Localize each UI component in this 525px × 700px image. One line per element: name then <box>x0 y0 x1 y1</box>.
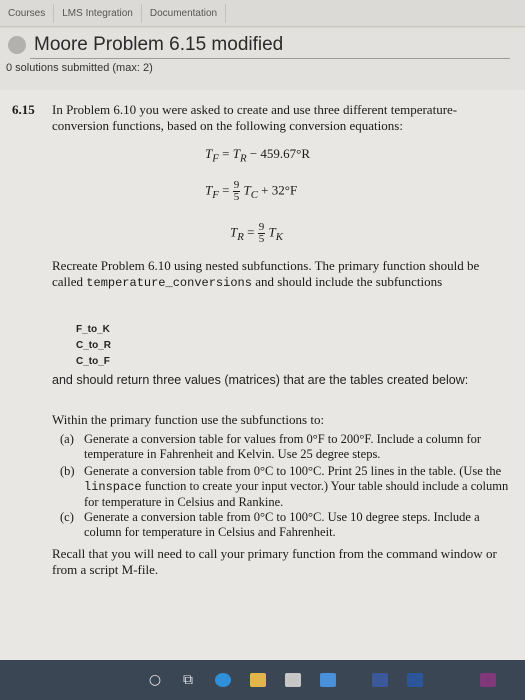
task-label-b: (b) <box>60 464 75 478</box>
eq2-rhs-sub: C <box>250 189 258 202</box>
mail-icon[interactable] <box>318 670 338 690</box>
equation-1: $T_F = T_R - 459.67^\circ R$ <box>205 146 311 165</box>
problem-number: 6.15 <box>12 102 35 117</box>
eq3-lhs-sub: R <box>237 231 244 244</box>
eq3-lhs: T <box>230 224 238 240</box>
eq3-fraction <box>258 222 266 245</box>
eq1-tail: − 459.67°R <box>249 146 311 161</box>
task-text-b-b: function to create your input vector.) Your table should include a column for temperature in Celsius and Rankine. <box>84 479 509 509</box>
eq2-lhs: T <box>205 182 213 198</box>
task-item-c <box>60 510 510 540</box>
task-item-a <box>60 432 510 462</box>
eq2-rhs: T <box>243 182 251 198</box>
store-icon[interactable] <box>283 670 303 690</box>
task-text-b <box>84 464 510 510</box>
title-divider <box>30 58 510 59</box>
subfunction-f-to-k: F_to_K <box>76 324 110 335</box>
eq2-fraction <box>233 180 241 203</box>
subfunction-c-to-f: C_to_F <box>76 356 110 367</box>
eq3-denominator: 5 <box>258 233 265 245</box>
page-title: Moore Problem 6.15 modified <box>34 34 284 55</box>
eq1-lhs: T <box>205 146 213 161</box>
return-paragraph: and should return three values (matrices) that are the tables created below: <box>52 373 469 387</box>
subfunction-c-to-r: C_to_R <box>76 340 112 351</box>
eq3-rhs: T <box>268 224 276 240</box>
eq2-denominator: 5 <box>233 191 240 203</box>
word-icon[interactable] <box>405 670 425 690</box>
recreate-paragraph <box>52 258 512 291</box>
task-view-icon[interactable]: ⧉ <box>183 672 193 688</box>
search-circle-icon[interactable]: ○ <box>148 672 162 688</box>
recall-paragraph: Recall that you will need to call your primary function from the command window or from a script M-file. <box>52 546 497 577</box>
recreate-text-a: Recreate Problem 6.10 using nested subfunctions. The primary function should be called <box>52 258 480 289</box>
equation-3: $T_R$ = $\frac{9}{5}$ $T_K$ <box>230 221 283 245</box>
onenote-icon[interactable] <box>478 670 498 690</box>
primary-function-name: temperature_conversions <box>86 276 252 290</box>
facebook-icon[interactable] <box>370 670 390 690</box>
edge-icon[interactable] <box>213 670 233 690</box>
task-label-a: (a) <box>60 432 74 446</box>
top-nav <box>0 0 525 27</box>
task-item-b <box>60 464 510 510</box>
eq2-tail: + 32°F <box>261 182 298 198</box>
within-paragraph: Within the primary function use the subfunctions to: <box>52 412 325 427</box>
task-text-b-a: Generate a conversion table from 0°C to 100°C. Print 25 lines in the table. (Use the <box>84 464 502 478</box>
linspace-code: linspace <box>84 480 142 494</box>
eq1-rhs-sub: R <box>239 152 247 165</box>
eq1-rhs: T <box>232 146 240 161</box>
problem-content <box>0 90 525 660</box>
eq1-lhs-sub: F <box>212 152 219 165</box>
problem-header <box>0 28 525 90</box>
recreate-text-b: and should include the subfunctions <box>255 274 443 289</box>
eq3-numerator: 9 <box>258 221 265 233</box>
file-explorer-icon[interactable] <box>248 670 268 690</box>
task-text-c: Generate a conversion table from 0°C to 100°C. Use 10 degree steps. Include a column for temperature in Celsius and Fahrenheit. <box>84 510 480 539</box>
nav-tab-courses[interactable]: Courses <box>0 4 54 23</box>
problem-intro: In Problem 6.10 you were asked to create and use three different temperature-conversion functions, based on the following conversion equations: <box>52 102 458 133</box>
status-indicator-icon <box>8 36 26 54</box>
equation-2: $T_F$ = $\frac{9}{5}$ $T_C + 32^\circ F$ <box>205 179 298 203</box>
task-label-c: (c) <box>60 510 74 524</box>
nav-tab-lms-integration[interactable]: LMS Integration <box>54 4 142 23</box>
eq2-numerator: 9 <box>233 179 240 191</box>
task-text-a: Generate a conversion table for values from 0°F to 200°F. Include a column for temperature in Fahrenheit and Kelvin. Use 25 degree steps. <box>84 432 482 461</box>
eq2-lhs-sub: F <box>212 189 219 202</box>
submission-count: 0 solutions submitted (max: 2) <box>6 62 153 74</box>
nav-tab-documentation[interactable]: Documentation <box>142 4 226 23</box>
eq3-rhs-sub: K <box>275 231 283 244</box>
windows-taskbar <box>0 660 525 700</box>
